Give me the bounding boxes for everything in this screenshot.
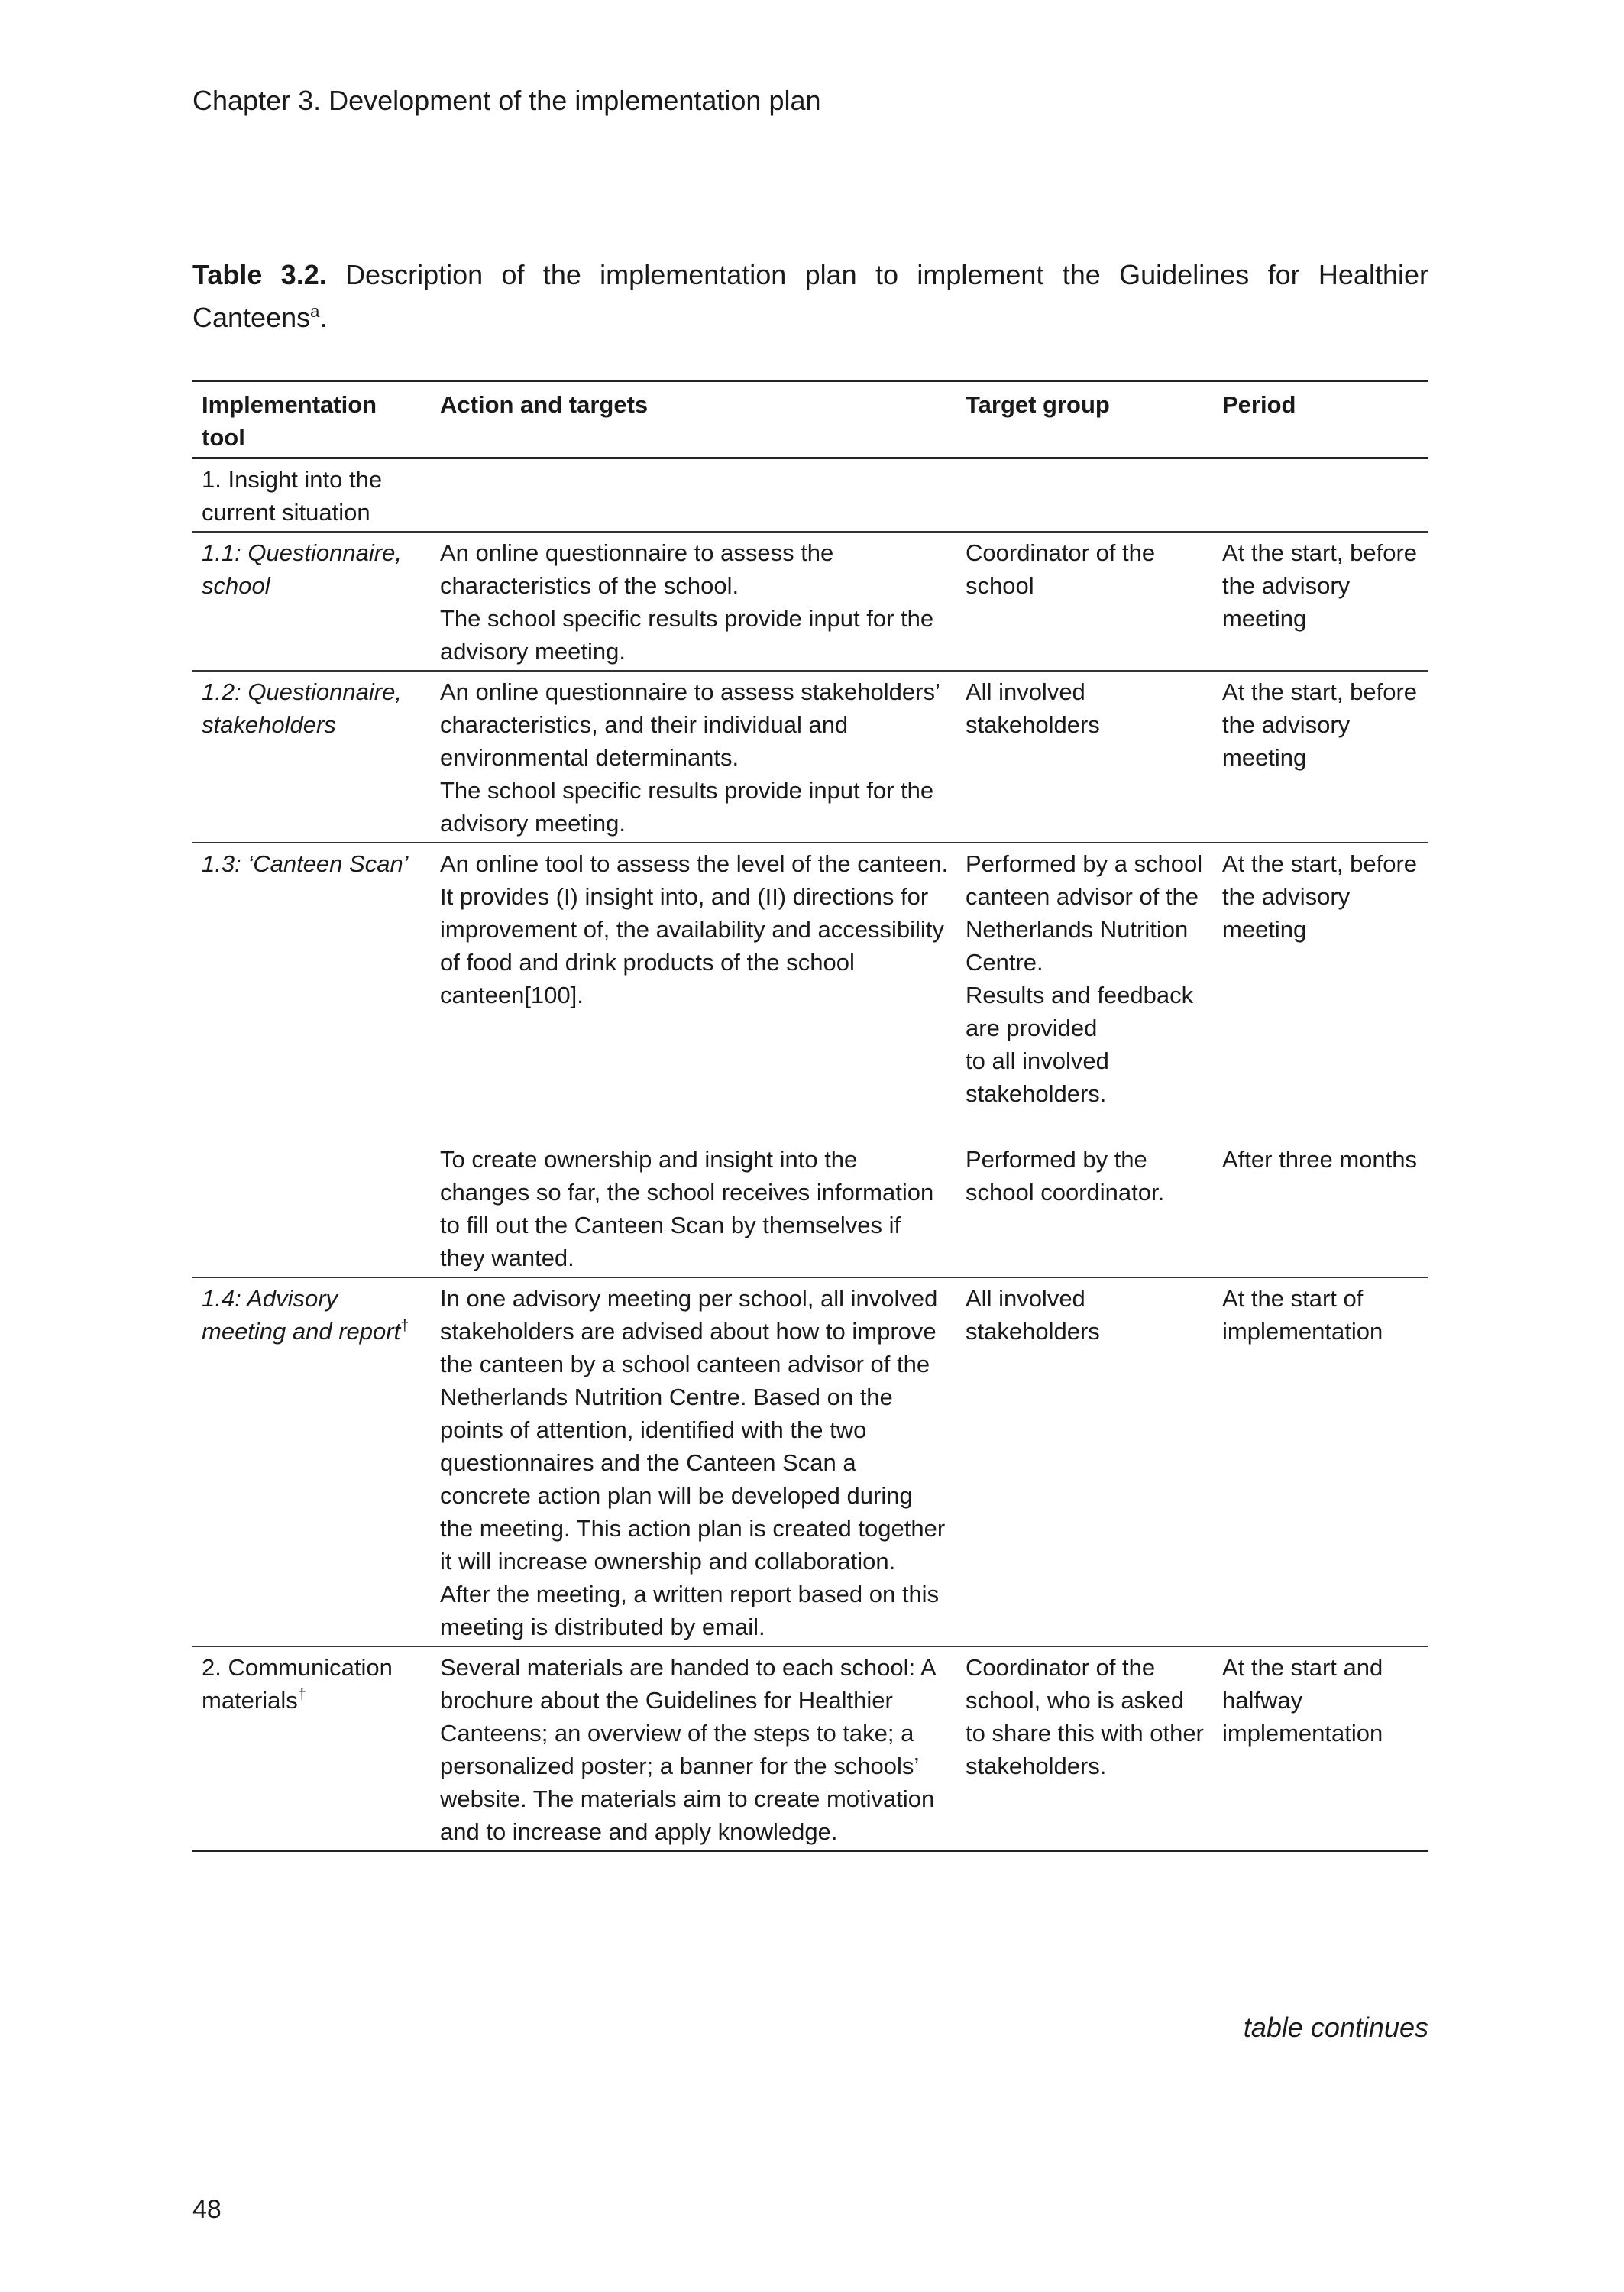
- table-row: [192, 532, 1428, 671]
- table-row: [192, 1646, 1428, 1851]
- target-line: to all involved stakeholders.: [966, 1047, 1109, 1107]
- action-cell: Several materials are handed to each school: A brochure about the Guidelines for Healthier Canteens; an overview of the steps to take; a personalized poster; a banner for the schools’ website. The materials aim to create motivation and to increase and apply knowledge.: [431, 1646, 956, 1851]
- action-cell: [431, 458, 956, 533]
- target-cell: All involved stakeholders: [956, 1277, 1213, 1646]
- tool-cell: 1.3: ‘Canteen Scan’: [202, 850, 409, 877]
- table-row: [192, 1277, 1428, 1646]
- period-cell: [1213, 458, 1428, 533]
- column-header-target: Target group: [956, 381, 1213, 458]
- tool-cell: [192, 1646, 431, 1851]
- tool-label: 2. Communication materials: [202, 1654, 393, 1714]
- table-header-row: [192, 381, 1428, 458]
- tool-cell: [192, 1277, 431, 1646]
- action-line: The school specific results provide input for the advisory meeting.: [440, 605, 934, 665]
- dagger-footnote-mark: †: [400, 1317, 409, 1335]
- target-cell: [956, 843, 1213, 1112]
- action-cell: To create ownership and insight into the changes so far, the school receives information to fill out the Canteen Scan by themselves if they wanted.: [431, 1112, 956, 1277]
- action-cell: [431, 532, 956, 671]
- target-line: Results and feedback are provided: [966, 982, 1194, 1041]
- chapter-label: Chapter 3.: [192, 85, 322, 116]
- target-cell: Coordinator of the school, who is asked to share this with other stakeholders.: [956, 1646, 1213, 1851]
- page-number: 48: [192, 2195, 222, 2224]
- table-row: [192, 671, 1428, 843]
- target-cell: Coordinator of the school: [956, 532, 1213, 671]
- chapter-title: Development of the implementation plan: [328, 85, 821, 116]
- dagger-footnote-mark: †: [297, 1686, 306, 1704]
- period-cell: At the start, before the advisory meeting: [1222, 850, 1418, 943]
- action-cell: [431, 671, 956, 843]
- tool-cell: 1.1: Questionnaire, school: [192, 532, 431, 671]
- target-line: Performed by a school canteen advisor of the Netherlands Nutrition Centre.: [966, 850, 1203, 976]
- target-cell: [956, 458, 1213, 533]
- table-caption: [192, 254, 1428, 339]
- period-cell: At the start, before the advisory meeting: [1213, 532, 1428, 671]
- action-line: An online questionnaire to assess the characteristics of the school.: [440, 539, 834, 599]
- target-cell: All involved stakeholders: [956, 671, 1213, 843]
- action-line: An online questionnaire to assess stakeholders’ characteristics, and their individual and environmental determinants.: [440, 678, 940, 771]
- target-cell: Performed by the school coordinator.: [956, 1112, 1213, 1277]
- action-line: The school specific results provide input for the advisory meeting.: [440, 777, 934, 837]
- table-caption-footnote-mark: a: [310, 302, 320, 321]
- table-row: [192, 458, 1428, 533]
- running-header: [192, 83, 821, 119]
- table-caption-text: Description of the implementation plan to implement the Guidelines for Healthier Canteens: [192, 259, 1428, 333]
- tool-cell: 1.2: Questionnaire, stakeholders: [192, 671, 431, 843]
- action-cell: An online tool to assess the level of the canteen. It provides (I) insight into, and (II) directions for improvement of, the availability and accessibility of food and drink products of the school canteen[100].: [440, 850, 949, 1008]
- implementation-plan-table: [192, 380, 1428, 1852]
- period-cell: At the start, before the advisory meeting: [1213, 671, 1428, 843]
- action-cell: In one advisory meeting per school, all involved stakeholders are advised about how to improve the canteen by a school canteen advisor of the Netherlands Nutrition Centre. Based on the points of attention, identified with the two questionnaires and the Canteen Scan a concrete action plan will be developed during the meeting. This action plan is created together it will increase ownership and collaboration. After the meeting, a written report based on this meeting is distributed by email.: [431, 1277, 956, 1646]
- column-header-period: Period: [1213, 381, 1428, 458]
- table-caption-end: .: [319, 302, 328, 333]
- tool-cell: 1. Insight into the current situation: [192, 458, 431, 533]
- column-header-tool: Implementation tool: [192, 381, 431, 458]
- table-caption-label: Table 3.2.: [192, 259, 327, 290]
- period-cell: After three months: [1213, 1112, 1428, 1277]
- table-continues-note: table continues: [1243, 2012, 1428, 2043]
- period-cell: At the start and halfway implementation: [1213, 1646, 1428, 1851]
- tool-cell: [192, 1112, 431, 1277]
- table-row: [192, 843, 1428, 1112]
- table-row: [192, 1112, 1428, 1277]
- column-header-action: Action and targets: [431, 381, 956, 458]
- period-cell: At the start of implementation: [1213, 1277, 1428, 1646]
- tool-label: 1.4: Advisory meeting and report: [202, 1285, 401, 1345]
